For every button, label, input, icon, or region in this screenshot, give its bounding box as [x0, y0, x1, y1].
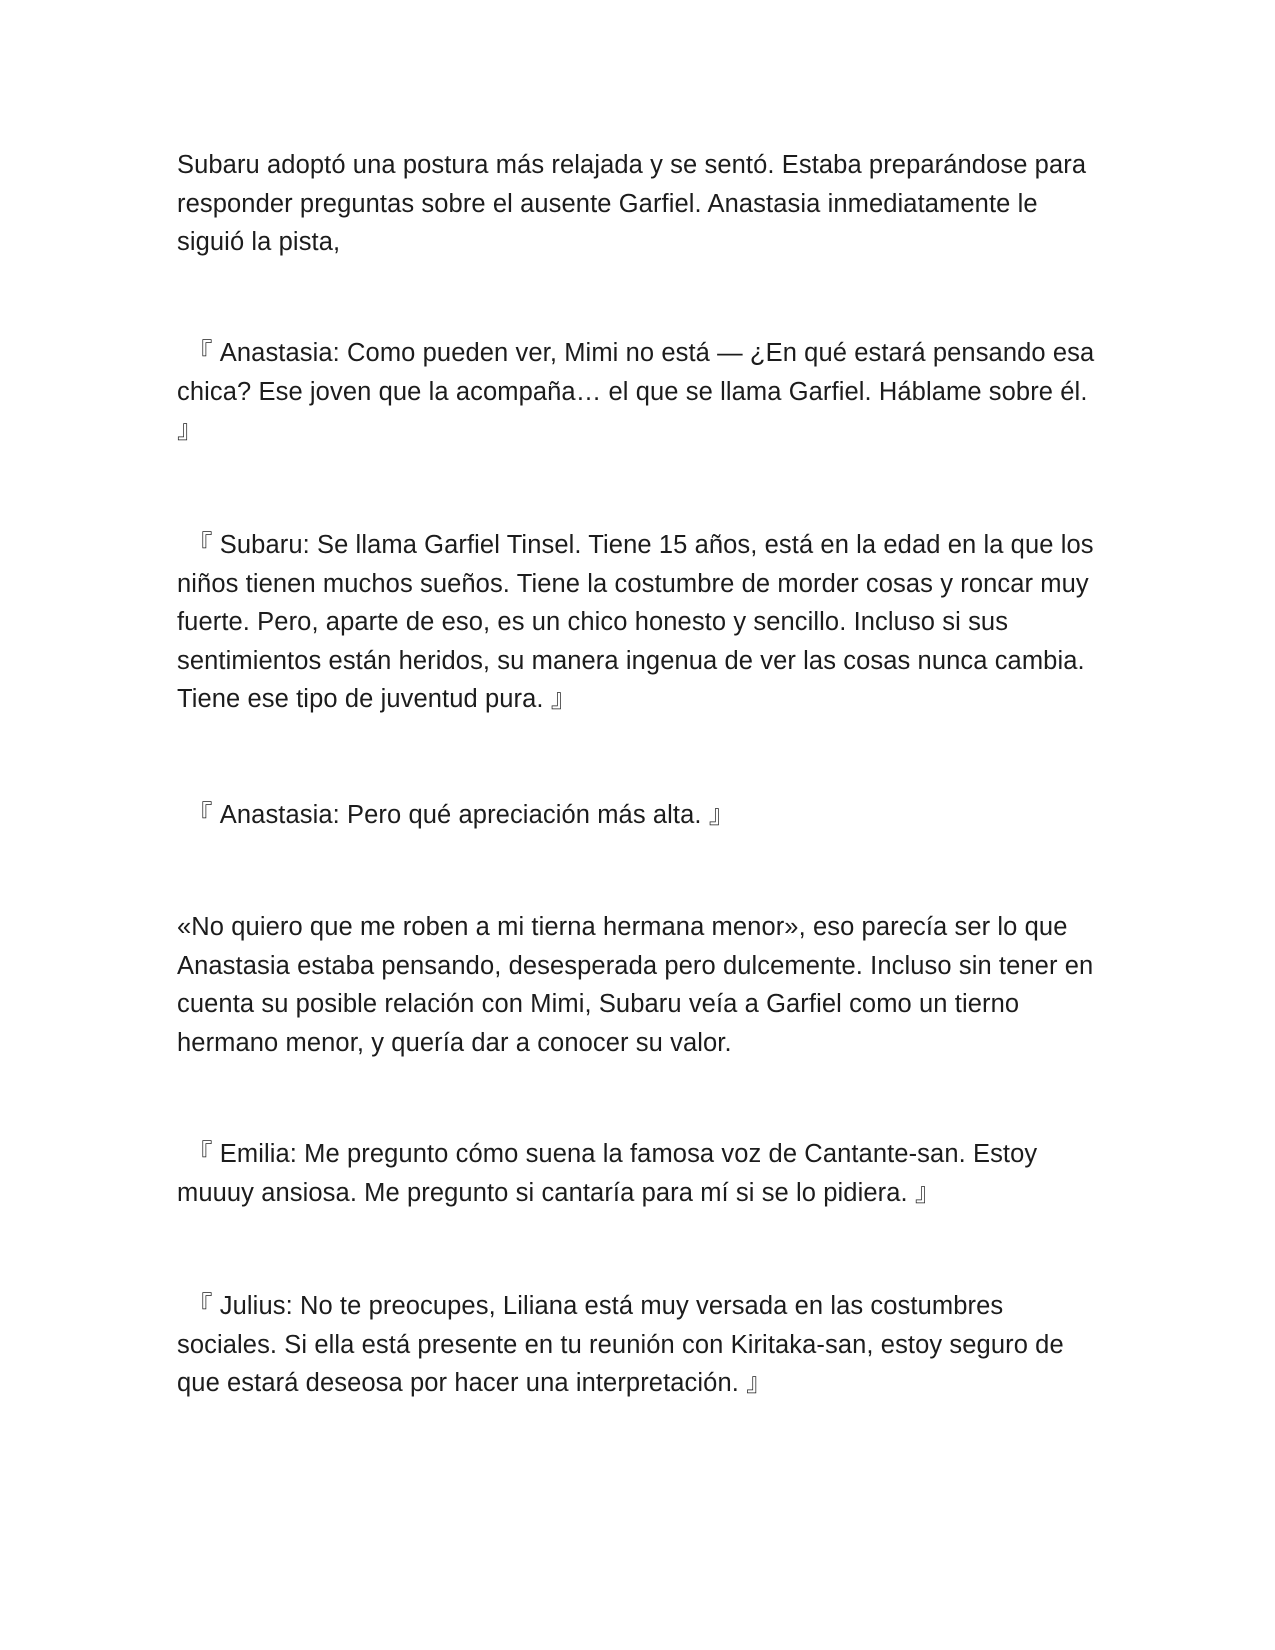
dialogue-julius: 『 Julius: No te preocupes, Liliana está muy versada en las costumbres sociales. Si ella está presente en tu reunión con Kiritaka-san, estoy seguro de que estará deseosa por hacer una interpretación. 』 [177, 1292, 1064, 1397]
narration-paragraph: Subaru adoptó una postura más relajada y se sentó. Estaba preparándose para responder preguntas sobre el ausente Garfiel. Anastasia inmediatamente le siguió la pista, [177, 151, 1087, 256]
dialogue-anastasia-reply: 『 Anastasia: Pero qué apreciación más alta. 』 [187, 801, 735, 829]
dialogue-subaru: 『 Subaru: Se llama Garfiel Tinsel. Tiene 15 años, está en la edad en la que los niños tienen muchos sueños. Tiene la costumbre de morder cosas y roncar muy fuerte. Pero, aparte de eso, es un chico honesto y sencillo. Incluso si sus sentimientos están heridos, su manera ingenua de ver las cosas nunca cambia. Tiene ese tipo de juventud pura. 』 [177, 531, 1094, 713]
narration-paragraph: «No quiero que me roben a mi tierna hermana menor», eso parecía ser lo que Anastasia estaba pensando, desesperada pero dulcemente. Incluso sin tener en cuenta su posible relación con Mimi, Subaru veía a Garfiel como un tierno hermano menor, y quería dar a conocer su valor. [177, 913, 1094, 1057]
dialogue-anastasia: 『 Anastasia: Como pueden ver, Mimi no está — ¿En qué estará pensando esa chica? Ese joven que la acompaña… el que se llama Garfiel. Háblame sobre él. 』 [177, 339, 1095, 444]
dialogue-emilia: 『 Emilia: Me pregunto cómo suena la famosa voz de Cantante-san. Estoy muuuy ansiosa. Me pregunto si cantaría para mí si se lo pidiera. 』 [177, 1140, 1038, 1207]
